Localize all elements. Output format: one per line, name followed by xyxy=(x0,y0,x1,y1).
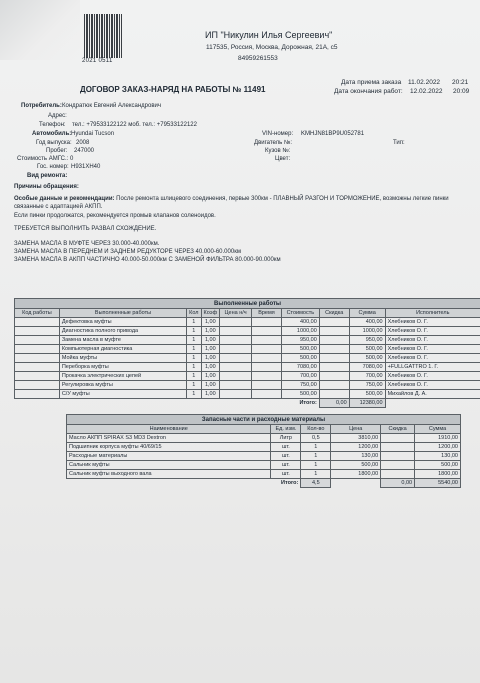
parts-total-sum: 5540,00 xyxy=(415,479,461,488)
table-cell: 1 xyxy=(187,345,201,354)
col-header: Ед. изм. xyxy=(271,425,301,434)
table-cell: 500,00 xyxy=(331,461,381,470)
works-table-title: Выполненные работы xyxy=(15,299,480,309)
table-cell: Переборка муфты xyxy=(59,363,186,372)
table-row xyxy=(67,434,461,443)
type-label: Тип: xyxy=(393,140,405,146)
table-cell: 1,00 xyxy=(201,372,220,381)
table-cell xyxy=(252,336,282,345)
table-cell: 1,00 xyxy=(201,381,220,390)
phone-value: тел.: +79533122122 моб. тел.: +79533122122 xyxy=(72,122,197,128)
table-cell: 1 xyxy=(187,318,201,327)
consumer-value: Кондратюк Евгений Александрович xyxy=(62,103,162,109)
mileage-label: Пробег: xyxy=(46,148,68,154)
table-cell xyxy=(15,345,60,354)
table-cell: Регулировка муфты xyxy=(59,381,186,390)
table-cell: Мойка муфты xyxy=(59,354,186,363)
table-cell: Замена масла в муфте xyxy=(59,336,186,345)
table-cell xyxy=(319,354,349,363)
car-label: Автомобиль: xyxy=(32,131,72,137)
table-cell: 750,00 xyxy=(349,381,385,390)
company-address: 117535, Россия, Москва, Дорожная, 21А, с5 xyxy=(206,44,338,51)
table-cell: Подшипник корпуса муфты 40/69/15 xyxy=(67,443,271,452)
accept-date: 11.02.2022 xyxy=(408,79,441,86)
table-cell: 950,00 xyxy=(281,336,319,345)
table-cell: 1000,00 xyxy=(349,327,385,336)
request-line: ЗАМЕНА МАСЛА В МУФТЕ ЧЕРЕЗ 30.000-40.000км. xyxy=(14,241,160,247)
company-name: ИП "Никулин Илья Сергеевич" xyxy=(205,30,333,40)
table-cell: Хлебников О. Г. xyxy=(385,372,480,381)
car-value: Hyundai Tucson xyxy=(71,131,115,137)
table-row xyxy=(15,318,480,327)
special-text2: Если пинки продолжатся, рекомендуется промыв клапанов соленоидов. xyxy=(14,213,216,219)
engine-label: Двигатель №: xyxy=(254,140,293,146)
consumer-label: Потребитель: xyxy=(21,103,62,109)
table-cell xyxy=(381,443,415,452)
table-row xyxy=(15,327,480,336)
barcode-number: 2021 0511 xyxy=(82,58,113,64)
table-row xyxy=(15,336,480,345)
table-row xyxy=(15,345,480,354)
table-cell: Диагностика полного привода xyxy=(59,327,186,336)
regnum-label: Гос. номер: xyxy=(37,164,69,170)
table-cell: Дефектовка муфты xyxy=(59,318,186,327)
table-cell xyxy=(319,336,349,345)
parts-table xyxy=(66,414,461,488)
table-cell: Хлебников О. Г. xyxy=(385,327,480,336)
table-cell: 1 xyxy=(301,452,331,461)
parts-total-qty: 4,5 xyxy=(301,479,331,488)
table-cell xyxy=(252,390,282,399)
required-label: ТРЕБУЕТСЯ ВЫПОЛНИТЬ РАЗВАЛ СХОЖДЕНИЕ. xyxy=(14,226,157,232)
vin-value: KMHJN81BP9U052781 xyxy=(301,131,365,137)
works-total-sum: 12380,00 xyxy=(349,399,385,408)
table-cell xyxy=(220,354,252,363)
table-cell xyxy=(381,434,415,443)
table-cell: Сальник муфты выходного вала xyxy=(67,470,271,479)
body-label: Кузов №: xyxy=(265,148,291,154)
table-cell: 750,00 xyxy=(281,381,319,390)
table-cell: Масло АКПП SPIRAX S3 MD3 Dextron xyxy=(67,434,271,443)
table-row xyxy=(15,381,480,390)
table-cell: 500,00 xyxy=(349,390,385,399)
request-line: ЗАМЕНА МАСЛА В АКПП ЧАСТИЧНО 40.000-50.000км С ЗАМЕНОЙ ФИЛЬТРА 80.000-90.000км xyxy=(14,257,281,263)
table-cell: 950,00 xyxy=(349,336,385,345)
table-cell: 500,00 xyxy=(281,354,319,363)
table-cell xyxy=(220,363,252,372)
table-cell xyxy=(15,354,60,363)
table-cell: Компьютерная диагностика xyxy=(59,345,186,354)
table-cell xyxy=(220,318,252,327)
table-cell: Хлебников О. Г. xyxy=(385,345,480,354)
end-date: 12.02.2022 xyxy=(410,88,443,95)
table-cell xyxy=(220,390,252,399)
col-header: Сумма xyxy=(349,309,385,318)
table-cell xyxy=(252,372,282,381)
special-text: После ремонта шлицевого соединения, первые 300км - ПЛАВНЫЙ РАЗГОН И ТОРМОЖЕНИЕ, возможны легкие пинки связанные с адаптацией АКПП. xyxy=(14,196,449,211)
table-cell: 500,00 xyxy=(349,345,385,354)
table-cell: 400,00 xyxy=(281,318,319,327)
col-header: Цена xyxy=(331,425,381,434)
repair-type-label: Вид ремонта: xyxy=(27,173,68,179)
parts-total-discount: 0,00 xyxy=(381,479,415,488)
table-cell xyxy=(252,327,282,336)
table-cell xyxy=(15,327,60,336)
barcode-image xyxy=(84,14,122,58)
table-row xyxy=(15,354,480,363)
table-cell: 7080,00 xyxy=(281,363,319,372)
table-cell: 1000,00 xyxy=(281,327,319,336)
table-cell: 1 xyxy=(301,443,331,452)
table-cell xyxy=(15,390,60,399)
table-cell: 1 xyxy=(187,327,201,336)
table-cell xyxy=(220,345,252,354)
table-cell: 1910,00 xyxy=(415,434,461,443)
table-row xyxy=(67,470,461,479)
table-cell xyxy=(252,318,282,327)
table-cell: 1,00 xyxy=(201,354,220,363)
table-cell xyxy=(319,327,349,336)
table-cell xyxy=(15,381,60,390)
table-cell: Хлебников О. Г. xyxy=(385,381,480,390)
table-cell xyxy=(15,336,60,345)
table-cell: 500,00 xyxy=(349,354,385,363)
end-date-label: Дата окончания работ: xyxy=(334,88,403,95)
table-cell xyxy=(15,318,60,327)
table-cell: 1,00 xyxy=(201,345,220,354)
col-header: Выполненные работы xyxy=(59,309,186,318)
table-cell: 1,00 xyxy=(201,363,220,372)
table-cell: С/У муфты xyxy=(59,390,186,399)
table-cell: 0,5 xyxy=(301,434,331,443)
parts-table-title: Запасные части и расходные материалы xyxy=(67,415,461,425)
table-cell: Хлебников О. Г. xyxy=(385,354,480,363)
col-header: Время xyxy=(252,309,282,318)
end-time: 20:09 xyxy=(453,88,470,95)
table-cell: 1 xyxy=(187,372,201,381)
table-cell: 500,00 xyxy=(281,390,319,399)
table-cell: 1 xyxy=(187,354,201,363)
parts-header-row xyxy=(67,425,461,434)
table-row xyxy=(15,390,480,399)
table-cell: 1800,00 xyxy=(331,470,381,479)
amgs-label: Стоимость АМГС.: xyxy=(17,156,69,162)
table-cell: Михайлов Д. А. xyxy=(385,390,480,399)
table-cell: 1,00 xyxy=(201,336,220,345)
works-header-row xyxy=(15,309,480,318)
col-header: Скидка xyxy=(381,425,415,434)
col-header: Исполнитель xyxy=(385,309,480,318)
table-row xyxy=(67,443,461,452)
table-cell: шт. xyxy=(271,452,301,461)
table-cell: 1,00 xyxy=(201,390,220,399)
parts-total-label: Итого: xyxy=(281,480,299,487)
table-cell xyxy=(381,452,415,461)
reasons-label: Причины обращения: xyxy=(14,184,79,190)
vin-label: VIN-номер: xyxy=(262,131,294,137)
col-header: Скидка xyxy=(319,309,349,318)
accept-date-label: Дата приема заказа xyxy=(341,79,402,86)
table-cell: 1 xyxy=(301,470,331,479)
col-header: Коэф xyxy=(201,309,220,318)
table-cell: 1 xyxy=(187,336,201,345)
works-table xyxy=(14,298,480,408)
works-total-discount: 0,00 xyxy=(319,399,349,408)
table-cell: Хлебников О. Г. xyxy=(385,318,480,327)
regnum-value: Н931ХН40 xyxy=(71,164,101,170)
table-cell: 130,00 xyxy=(415,452,461,461)
table-cell xyxy=(220,381,252,390)
color-label: Цвет: xyxy=(275,156,291,162)
table-cell: Литр xyxy=(271,434,301,443)
table-cell xyxy=(319,345,349,354)
col-header: Код работы xyxy=(15,309,60,318)
works-total-label: Итого: xyxy=(299,400,317,407)
table-cell xyxy=(252,354,282,363)
special-notes xyxy=(14,195,464,211)
table-cell: 500,00 xyxy=(415,461,461,470)
request-line: ЗАМЕНА МАСЛА В ПЕРЕДНЕМ И ЗАДНЕМ РЕДУКТОРЕ ЧЕРЕЗ 40.000-60.000км xyxy=(14,249,241,255)
table-row xyxy=(67,452,461,461)
amgs-value: 0 xyxy=(70,156,74,162)
table-cell: 1,00 xyxy=(201,327,220,336)
accept-time: 20:21 xyxy=(452,79,469,86)
table-cell: шт. xyxy=(271,461,301,470)
table-cell: 1200,00 xyxy=(415,443,461,452)
col-header: Сумма xyxy=(415,425,461,434)
document-title: ДОГОВОР ЗАКАЗ-НАРЯД НА РАБОТЫ № 11491 xyxy=(80,85,266,94)
year-label: Год выпуска: xyxy=(36,140,72,146)
table-cell: 3810,00 xyxy=(331,434,381,443)
col-header: Наименование xyxy=(67,425,271,434)
table-cell xyxy=(319,318,349,327)
paper-fold-shadow xyxy=(0,0,80,60)
table-cell: Расходные материалы xyxy=(67,452,271,461)
phone-label: Телефон: xyxy=(39,122,66,128)
table-cell xyxy=(252,363,282,372)
table-cell xyxy=(220,327,252,336)
table-cell: 130,00 xyxy=(331,452,381,461)
table-cell: 700,00 xyxy=(281,372,319,381)
table-cell: шт. xyxy=(271,470,301,479)
table-cell xyxy=(381,461,415,470)
table-cell: 1 xyxy=(187,390,201,399)
table-cell: 400,00 xyxy=(349,318,385,327)
table-cell: 1,00 xyxy=(201,318,220,327)
table-cell xyxy=(319,363,349,372)
table-cell xyxy=(220,336,252,345)
table-cell: 1800,00 xyxy=(415,470,461,479)
table-cell: шт. xyxy=(271,443,301,452)
table-cell: 1 xyxy=(187,363,201,372)
col-header: Кол xyxy=(187,309,201,318)
table-cell: 1200,00 xyxy=(331,443,381,452)
company-phone: 84959261553 xyxy=(238,55,278,62)
table-cell xyxy=(252,381,282,390)
col-header: Цена н/ч xyxy=(220,309,252,318)
table-cell: 700,00 xyxy=(349,372,385,381)
table-cell xyxy=(319,390,349,399)
table-cell: Хлебников О. Г. xyxy=(385,336,480,345)
table-cell xyxy=(15,363,60,372)
mileage-value: 247000 xyxy=(74,148,95,154)
table-cell xyxy=(15,372,60,381)
table-cell xyxy=(220,372,252,381)
table-cell: Сальник муфты xyxy=(67,461,271,470)
works-total-row xyxy=(15,399,480,408)
table-cell xyxy=(381,470,415,479)
table-cell: 1 xyxy=(187,381,201,390)
table-cell xyxy=(319,381,349,390)
table-row xyxy=(67,461,461,470)
table-cell: 7080,00 xyxy=(349,363,385,372)
table-cell: 500,00 xyxy=(281,345,319,354)
table-cell xyxy=(252,345,282,354)
special-label: Особые данные и рекомендации: xyxy=(14,196,115,202)
parts-total-row xyxy=(67,479,461,488)
table-row xyxy=(15,372,480,381)
table-cell xyxy=(319,372,349,381)
col-header: Кол-во xyxy=(301,425,331,434)
table-cell: 1 xyxy=(301,461,331,470)
table-row xyxy=(15,363,480,372)
address-label: Адрес: xyxy=(48,113,67,119)
table-cell: Прокачка электрических цепей xyxy=(59,372,186,381)
year-value: 2008 xyxy=(76,140,90,146)
table-cell: +FULLGATTRO 1. Г. xyxy=(385,363,480,372)
col-header: Стоимость xyxy=(281,309,319,318)
